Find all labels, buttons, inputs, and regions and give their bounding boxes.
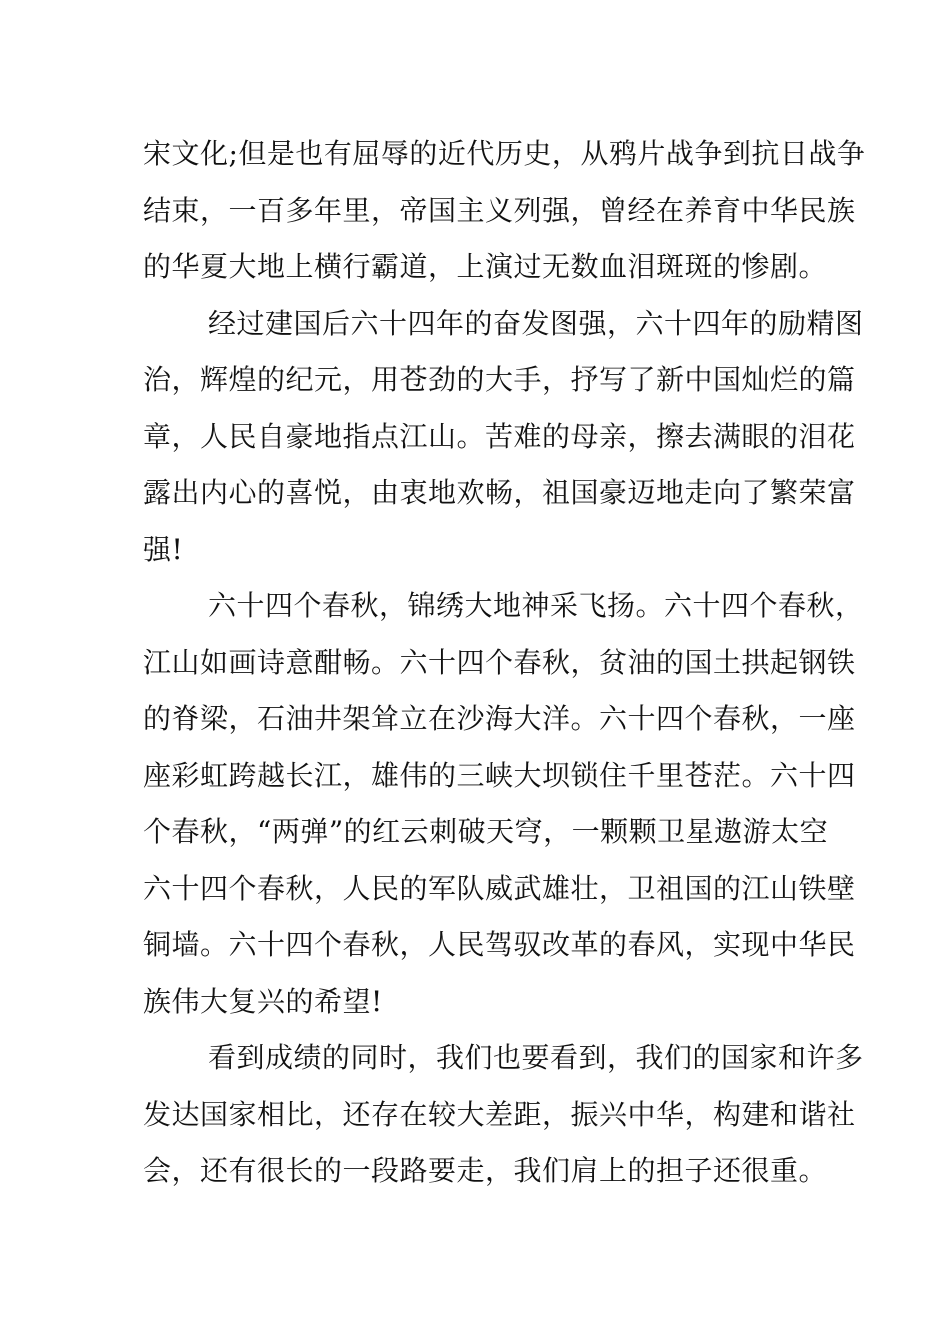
text-line: 强!	[143, 532, 184, 566]
text-line: 的脊梁，石油井架耸立在沙海大洋。六十四个春秋，一座	[143, 702, 856, 735]
text-line: 发达国家相比，还存在较大差距，振兴中华，构建和谐社	[143, 1097, 856, 1131]
text-line: 的华夏大地上横行霸道，上演过无数血泪斑斑的惨剧。	[143, 250, 828, 283]
text-line: 江山如画诗意酣畅。六十四个春秋，贫油的国土拱起钢铁	[143, 645, 856, 679]
text-line: 六十四个春秋，人民的军队威武雄壮，卫祖国的江山铁壁	[143, 871, 856, 905]
text-line: 会，还有很长的一段路要走，我们肩上的担子还很重。	[143, 1154, 828, 1187]
paragraph-first-line: 六十四个春秋，锦绣大地神采飞扬。六十四个春秋，	[208, 589, 864, 622]
text-line: 结束，一百多年里，帝国主义列强，曾经在养育中华民族	[143, 193, 856, 227]
text-line: 章，人民自豪地指点江山。苦难的母亲，擦去满眼的泪花	[143, 419, 856, 453]
text-line: 族伟大复兴的希望!	[143, 984, 383, 1018]
paragraph-first-line: 经过建国后六十四年的奋发图强，六十四年的励精图	[208, 306, 864, 340]
text-line: 宋文化;但是也有屈辱的近代历史，从鸦片战争到抗日战争	[143, 137, 866, 170]
paragraph-first-line: 看到成绩的同时，我们也要看到，我们的国家和许多	[208, 1041, 864, 1074]
text-line: 露出内心的喜悦，由衷地欢畅，祖国豪迈地走向了繁荣富	[143, 476, 856, 509]
text-line: 个春秋，“两弹”的红云刺破天穹，一颗颗卫星遨游太空	[143, 815, 829, 848]
document-body	[143, 126, 866, 1200]
text-line: 座彩虹跨越长江，雄伟的三峡大坝锁住千里苍茫。六十四	[143, 758, 856, 792]
text-line: 治，辉煌的纪元，用苍劲的大手，抒写了新中国灿烂的篇	[143, 363, 856, 396]
text-line: 铜墙。六十四个春秋，人民驾驭改革的春风，实现中华民	[143, 928, 856, 961]
